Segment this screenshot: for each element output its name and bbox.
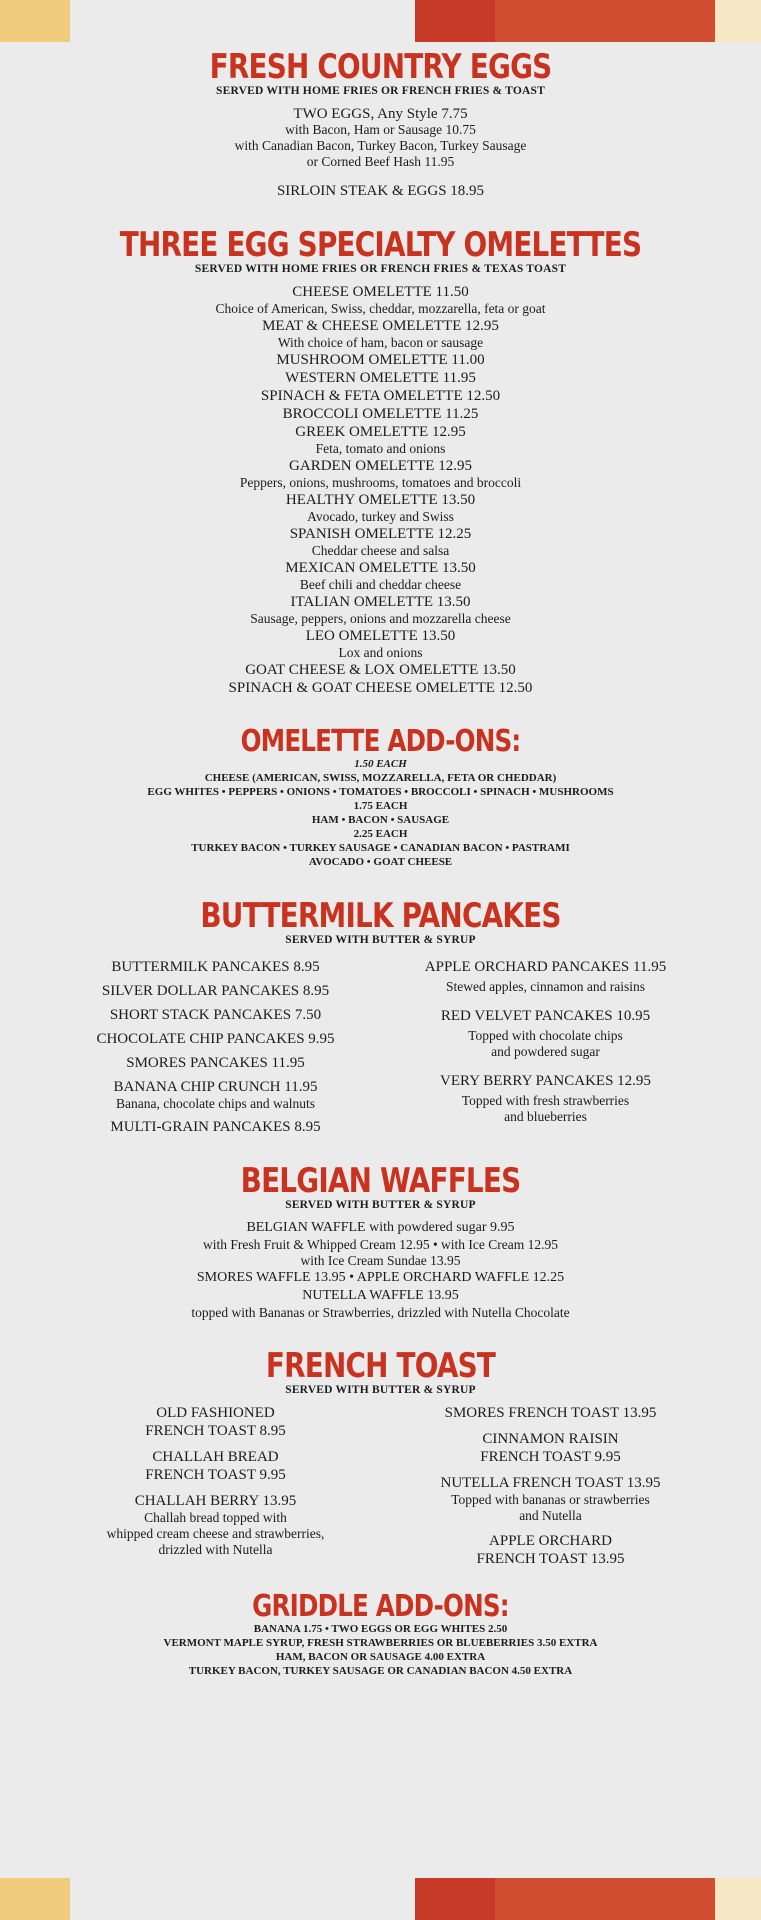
addons-line-3: HAM • BACON • SAUSAGE xyxy=(311,814,450,826)
toast-item-name: FRENCH TOAST 13.95 xyxy=(476,1551,625,1567)
pancake-item-name: SILVER DOLLAR PANCAKES 8.95 xyxy=(101,983,330,999)
omelette-item-desc: Choice of American, Swiss, cheddar, mozzarella, feta or goat xyxy=(215,301,546,316)
section-omelettes xyxy=(0,225,761,697)
pancake-item-desc: and blueberries xyxy=(504,1109,587,1124)
pancake-item-desc: and powdered sugar xyxy=(491,1044,600,1059)
pancake-item-name: CHOCOLATE CHIP PANCAKES 9.95 xyxy=(96,1031,335,1047)
toast-item-name: FRENCH TOAST 9.95 xyxy=(480,1449,621,1465)
pancakes-left-column xyxy=(51,952,381,1136)
pancake-item-name: BANANA CHIP CRUNCH 11.95 xyxy=(113,1079,318,1095)
pancakes-right-column xyxy=(381,952,711,1136)
toast-item-desc: Topped with bananas or strawberries xyxy=(451,1492,650,1507)
omelette-item-name: GREEK OMELETTE 12.95 xyxy=(295,424,466,440)
toast-item-name: NUTELLA FRENCH TOAST 13.95 xyxy=(440,1475,661,1491)
griddle-title: GRIDDLE ADD-ONS: xyxy=(252,1589,509,1624)
omelette-item-name: MEXICAN OMELETTE 13.50 xyxy=(285,560,476,576)
eggs-title: FRESH COUNTRY EGGS xyxy=(209,47,552,87)
omelette-item-name: SPINACH & FETA OMELETTE 12.50 xyxy=(260,388,501,404)
pancake-item-name: SMORES PANCAKES 11.95 xyxy=(126,1055,305,1071)
section-pancakes xyxy=(0,896,761,1136)
griddle-line-2: VERMONT MAPLE SYRUP, FRESH STRAWBERRIES OR BLUEBERRIES 3.50 EXTRA xyxy=(163,1637,598,1649)
toast-item-name: OLD FASHIONED xyxy=(156,1405,275,1421)
pancake-item-name: MULTI-GRAIN PANCAKES 8.95 xyxy=(110,1119,321,1135)
omelette-item-name: WESTERN OMELETTE 11.95 xyxy=(285,370,476,386)
addons-price-2: 1.75 EACH xyxy=(353,800,408,812)
pancake-item-desc: Topped with fresh strawberries xyxy=(461,1093,630,1108)
toast-item-name: FRENCH TOAST 9.95 xyxy=(145,1467,286,1483)
waffles-line-2: with Fresh Fruit & Whipped Cream 12.95 • with Ice Cream 12.95 xyxy=(202,1237,559,1252)
pancake-item-name: SHORT STACK PANCAKES 7.50 xyxy=(109,1007,322,1023)
pancake-item-desc: Stewed apples, cinnamon and raisins xyxy=(445,979,646,994)
addons-line-2: EGG WHITES • PEPPERS • ONIONS • TOMATOES • BROCCOLI • SPINACH • MUSHROOMS xyxy=(147,786,614,798)
addons-line-1: CHEESE (AMERICAN, SWISS, MOZZARELLA, FETA OR CHEDDAR) xyxy=(204,772,557,784)
pancake-item-desc: Topped with chocolate chips xyxy=(468,1028,623,1043)
griddle-line-4: TURKEY BACON, TURKEY SAUSAGE OR CANADIAN BACON 4.50 EXTRA xyxy=(188,1665,573,1677)
pancake-item-name: RED VELVET PANCAKES 10.95 xyxy=(440,1008,651,1024)
toast-item-name: SMORES FRENCH TOAST 13.95 xyxy=(444,1405,657,1421)
omelettes-title: THREE EGG SPECIALTY OMELETTES xyxy=(119,225,642,265)
omelette-item-desc: Feta, tomato and onions xyxy=(315,441,446,456)
griddle-line-3: HAM, BACON OR SAUSAGE 4.00 EXTRA xyxy=(275,1651,486,1663)
omelette-item-desc: Avocado, turkey and Swiss xyxy=(307,509,454,524)
addons-line-4: TURKEY BACON • TURKEY SAUSAGE • CANADIAN BACON • PASTRAMI xyxy=(191,842,570,854)
waffles-line-6: topped with Bananas or Strawberries, drizzled with Nutella Chocolate xyxy=(191,1305,570,1320)
bottom-color-bar xyxy=(0,1878,761,1920)
waffles-subtitle: SERVED WITH BUTTER & SYRUP xyxy=(285,1199,476,1211)
omelette-item-name: SPINACH & GOAT CHEESE OMELETTE 12.50 xyxy=(228,680,533,696)
waffles-line-4: SMORES WAFFLE 13.95 • APPLE ORCHARD WAFFLE 12.25 xyxy=(196,1270,565,1285)
omelette-item-name: ITALIAN OMELETTE 13.50 xyxy=(290,594,471,610)
omelette-item-desc: Sausage, peppers, onions and mozzarella cheese xyxy=(250,611,511,626)
omelettes-subtitle: SERVED WITH HOME FRIES OR FRENCH FRIES & TEXAS TOAST xyxy=(194,263,567,275)
omelette-item-name: LEO OMELETTE 13.50 xyxy=(305,628,456,644)
pancake-item-name: BUTTERMILK PANCAKES 8.95 xyxy=(111,959,320,975)
omelette-item-desc: Cheddar cheese and salsa xyxy=(311,543,450,558)
eggs-line-1: TWO EGGS, Any Style 7.75 xyxy=(293,106,468,122)
omelette-item-name: MUSHROOM OMELETTE 11.00 xyxy=(276,352,485,368)
pancake-item-name: VERY BERRY PANCAKES 12.95 xyxy=(440,1073,651,1089)
omelette-item-name: GARDEN OMELETTE 12.95 xyxy=(289,458,472,474)
omelette-item-name: MEAT & CHEESE OMELETTE 12.95 xyxy=(262,318,499,334)
addons-title: OMELETTE ADD-ONS: xyxy=(240,724,521,759)
section-waffles xyxy=(0,1161,761,1321)
omelette-item-desc: Beef chili and cheddar cheese xyxy=(299,577,462,592)
omelette-item-name: BROCCOLI OMELETTE 11.25 xyxy=(282,406,479,422)
toast-right-column xyxy=(386,1404,716,1568)
toast-item-desc: whipped cream cheese and strawberries, xyxy=(106,1526,325,1541)
pancake-item-name: APPLE ORCHARD PANCAKES 11.95 xyxy=(424,959,667,975)
toast-title: FRENCH TOAST xyxy=(265,1346,496,1386)
waffles-line-1: BELGIAN WAFFLE with powdered sugar 9.95 xyxy=(246,1220,515,1235)
eggs-line-2: with Bacon, Ham or Sausage 10.75 xyxy=(285,122,476,137)
section-griddle-addons xyxy=(0,1589,761,1678)
toast-item-desc: and Nutella xyxy=(519,1508,582,1523)
addons-price-1: 1.50 EACH xyxy=(354,758,407,770)
toast-item-desc: drizzled with Nutella xyxy=(158,1542,273,1557)
addons-price-3: 2.25 EACH xyxy=(353,828,408,840)
section-omelette-addons xyxy=(0,724,761,869)
omelette-item-desc: With choice of ham, bacon or sausage xyxy=(277,335,484,350)
omelette-item-name: CHEESE OMELETTE 11.50 xyxy=(292,284,469,300)
omelette-item-name: SPANISH OMELETTE 12.25 xyxy=(289,526,472,542)
eggs-line-4: or Corned Beef Hash 11.95 xyxy=(306,154,455,169)
griddle-line-1: BANANA 1.75 • TWO EGGS OR EGG WHITES 2.50 xyxy=(253,1623,508,1635)
omelette-item-name: GOAT CHEESE & LOX OMELETTE 13.50 xyxy=(245,662,516,678)
toast-item-name: CHALLAH BREAD xyxy=(152,1449,279,1465)
pancakes-subtitle: SERVED WITH BUTTER & SYRUP xyxy=(285,934,476,946)
toast-item-name: CHALLAH BERRY 13.95 xyxy=(134,1493,297,1509)
omelette-item-name: HEALTHY OMELETTE 13.50 xyxy=(285,492,476,508)
toast-item-name: FRENCH TOAST 8.95 xyxy=(145,1423,286,1439)
toast-left-column xyxy=(46,1404,386,1568)
eggs-steak: SIRLOIN STEAK & EGGS 18.95 xyxy=(276,183,485,199)
toast-item-desc: Challah bread topped with xyxy=(144,1510,287,1525)
waffles-title: BELGIAN WAFFLES xyxy=(240,1161,521,1201)
pancake-item-desc: Banana, chocolate chips and walnuts xyxy=(115,1096,316,1111)
waffles-line-5: NUTELLA WAFFLE 13.95 xyxy=(302,1288,459,1303)
waffles-line-3: with Ice Cream Sundae 13.95 xyxy=(300,1253,461,1268)
toast-subtitle: SERVED WITH BUTTER & SYRUP xyxy=(285,1384,476,1396)
omelette-list xyxy=(0,283,761,697)
eggs-subtitle: SERVED WITH HOME FRIES OR FRENCH FRIES & TOAST xyxy=(216,85,545,97)
top-color-bar xyxy=(0,0,761,42)
toast-item-name: CINNAMON RAISIN xyxy=(482,1431,619,1447)
toast-item-name: APPLE ORCHARD xyxy=(489,1533,612,1549)
section-eggs xyxy=(0,42,761,200)
omelette-item-desc: Peppers, onions, mushrooms, tomatoes and broccoli xyxy=(239,475,522,490)
section-french-toast xyxy=(0,1346,761,1568)
addons-line-5: AVOCADO • GOAT CHEESE xyxy=(308,856,453,868)
pancakes-title: BUTTERMILK PANCAKES xyxy=(200,896,561,936)
eggs-line-3: with Canadian Bacon, Turkey Bacon, Turkey Sausage xyxy=(234,138,527,153)
omelette-item-desc: Lox and onions xyxy=(338,645,423,660)
